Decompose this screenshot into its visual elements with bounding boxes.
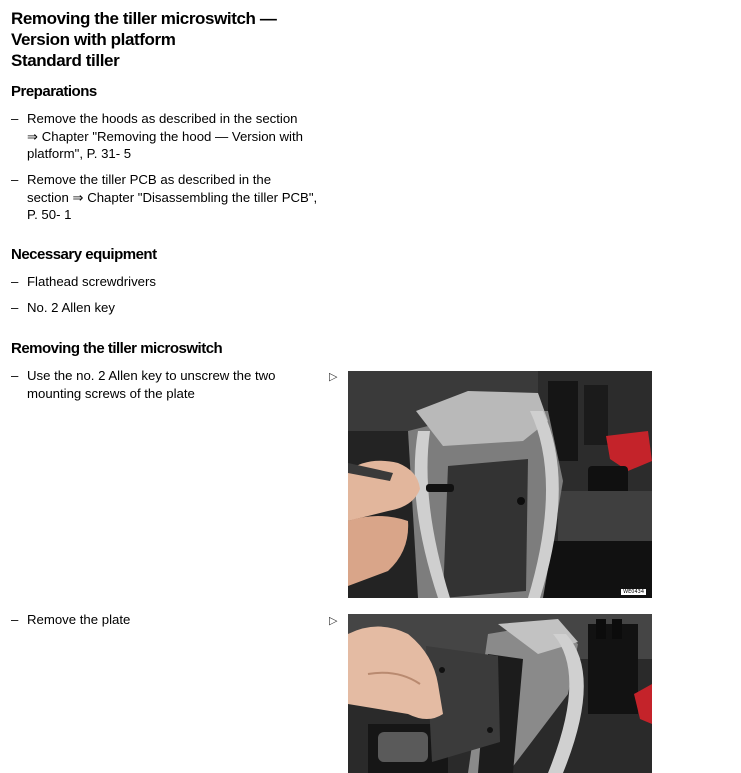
list-dash: – [11, 172, 19, 187]
procedure-heading: Removing the tiller microswitch [11, 340, 223, 357]
figure-remove-plate [348, 614, 652, 773]
step-marker-icon: ▷ [329, 615, 338, 627]
step-marker-icon: ▷ [329, 371, 338, 383]
list-dash: – [11, 368, 19, 383]
equipment-heading: Necessary equipment [11, 246, 157, 263]
figure-id: WE0434 [623, 589, 644, 595]
title-line-1: Removing the tiller microswitch — [11, 9, 277, 28]
equipment-item-1-text: Flathead screwdrivers [27, 274, 156, 289]
chapter-link-removing-hood[interactable]: Chapter "Removing the hood — Version with platform", P. 31- 5 [27, 128, 303, 161]
procedure-step-2-text: Remove the plate [27, 612, 131, 627]
figure-unscrew-plate [348, 371, 652, 598]
photo-tiller-remove-plate [348, 614, 652, 773]
title-line-3: Standard tiller [11, 51, 120, 70]
preparation-item-2-prefix: section [27, 189, 69, 205]
equipment-item-2-text: No. 2 Allen key [27, 300, 115, 315]
title-line-2: Version with platform [11, 30, 176, 49]
arrow-icon: ⇒ [72, 189, 84, 205]
photo-tiller-unscrew [348, 371, 652, 598]
arrow-icon: ⇒ [27, 128, 39, 144]
list-dash: – [11, 274, 19, 289]
preparation-item-1-text: Remove the hoods as described in the section [27, 111, 298, 126]
list-dash: – [11, 111, 19, 126]
chapter-link-disassembling-pcb[interactable]: Chapter "Disassembling the tiller PCB", P. 50- 1 [27, 189, 318, 222]
page-title [11, 8, 276, 71]
list-dash: – [11, 300, 19, 315]
procedure-step-1-text: Use the no. 2 Allen key to unscrew the two mounting screws of the plate [27, 368, 276, 401]
preparations-heading: Preparations [11, 83, 97, 100]
list-dash: – [11, 612, 19, 627]
preparation-item-2-text: Remove the tiller PCB as described in the [27, 172, 272, 187]
